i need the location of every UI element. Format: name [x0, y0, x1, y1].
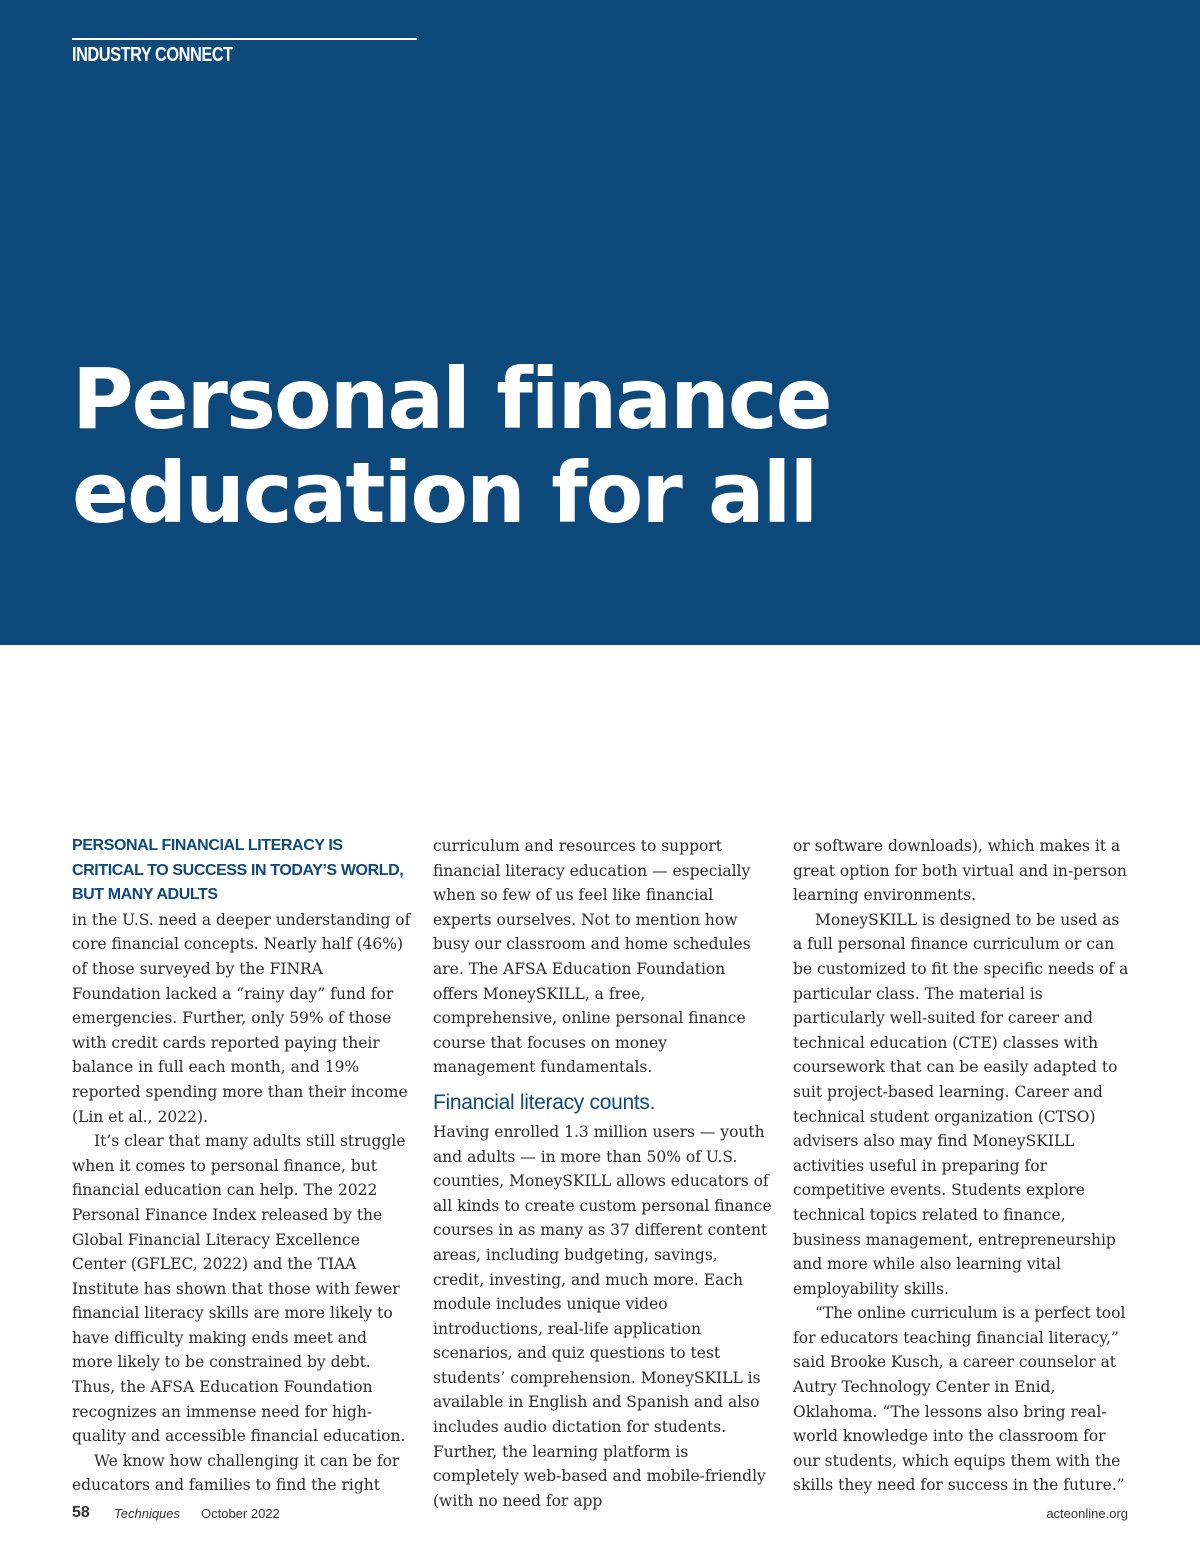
headline-line-2: education for all	[72, 444, 817, 542]
paragraph-1	[72, 834, 412, 1129]
website-link[interactable]: acteonline.org	[1046, 1506, 1128, 1521]
paragraph-3-continued: curriculum and resources to support financial literacy education — especially when so few of us feel like financial experts ourselves. Not to mention how busy our classroom and home schedules are. The AFSA Education Foundation offers MoneySKILL, a free, comprehensive, online personal finance course that focuses on money management fundamentals.	[433, 837, 751, 1077]
section-label: INDUSTRY CONNECT	[72, 44, 233, 66]
headline-line-1: Personal finance	[72, 350, 831, 448]
magazine-name: Techniques	[114, 1506, 181, 1521]
article-headline	[72, 352, 831, 540]
paragraph-3-start: We know how challenging it can be for educators and families to find the right	[72, 1451, 400, 1495]
article-column-2	[433, 834, 773, 1513]
paragraph-5: MoneySKILL is designed to be used as a full personal finance curriculum or can be customized to fit the specific needs of a particular class. The material is particularly well-suited for career and technical education (CTE) classes with coursework that can be easily adapted to suit project-based learning. Career and technical student organization (CTSO) advisers also may find MoneySKILL activities useful in preparing for competitive events. Students explore technical topics related to finance, business management, entrepreneurship and more while also learning vital employability skills.	[793, 910, 1129, 1298]
section-rule	[72, 38, 417, 40]
paragraph-2: It’s clear that many adults still struggle when it comes to personal finance, but financial education can help. The 2022 Personal Finance Index released by the Global Financial Literacy Excellence Center (GFLEC, 2022) and the TIAA Institute has shown that those with fewer financial literacy skills are more likely to have difficulty making ends meet and more likely to be constrained by debt. Thus, the AFSA Education Foundation recognizes an immense need for high-quality and accessible financial education.	[72, 1132, 406, 1446]
page-number: 58	[72, 1504, 90, 1521]
article-column-3	[793, 834, 1133, 1498]
hero-banner	[0, 0, 1200, 645]
issue-date: October 2022	[201, 1506, 280, 1521]
paragraph-6: “The online curriculum is a perfect tool for educators teaching financial literacy,” said Brooke Kusch, a career counselor at Autry Technology Center in Enid, Oklahoma. “The lessons also bring real-world knowledge into the classroom for our students, which equips them with the skills they need for success in the future.”	[793, 1304, 1126, 1495]
article-column-1	[72, 834, 412, 1498]
section-subhead: Financial literacy counts.	[433, 1090, 656, 1114]
lead-in: PERSONAL FINANCIAL LITERACY IS CRITICAL TO SUCCESS IN TODAY’S WORLD, BUT MANY ADULTS	[72, 837, 404, 904]
paragraph-1-text: in the U.S. need a deeper understanding of core financial concepts. Nearly half (46%) of those surveyed by the FINRA Foundation lacked a “rainy day” fund for emergencies. Further, only 59% of those with credit cards reported paying their balance in full each month, and 19% reported spending more than their income (Lin et al., 2022).	[72, 910, 411, 1126]
paragraph-4: Having enrolled 1.3 million users — youth and adults — in more than 50% of U.S. counties, MoneySKILL allows educators of all kinds to create custom personal finance courses in as many as 37 different content areas, including budgeting, savings, credit, investing, and much more. Each module includes unique video introductions, real-life application scenarios, and quiz questions to test students’ comprehension. MoneySKILL is available in English and Spanish and also includes audio dictation for students. Further, the learning platform is completely web-based and mobile-friendly (with no need for app	[433, 1122, 772, 1510]
paragraph-4-continued: or software downloads), which makes it a great option for both virtual and in-person learning environments.	[793, 837, 1127, 905]
